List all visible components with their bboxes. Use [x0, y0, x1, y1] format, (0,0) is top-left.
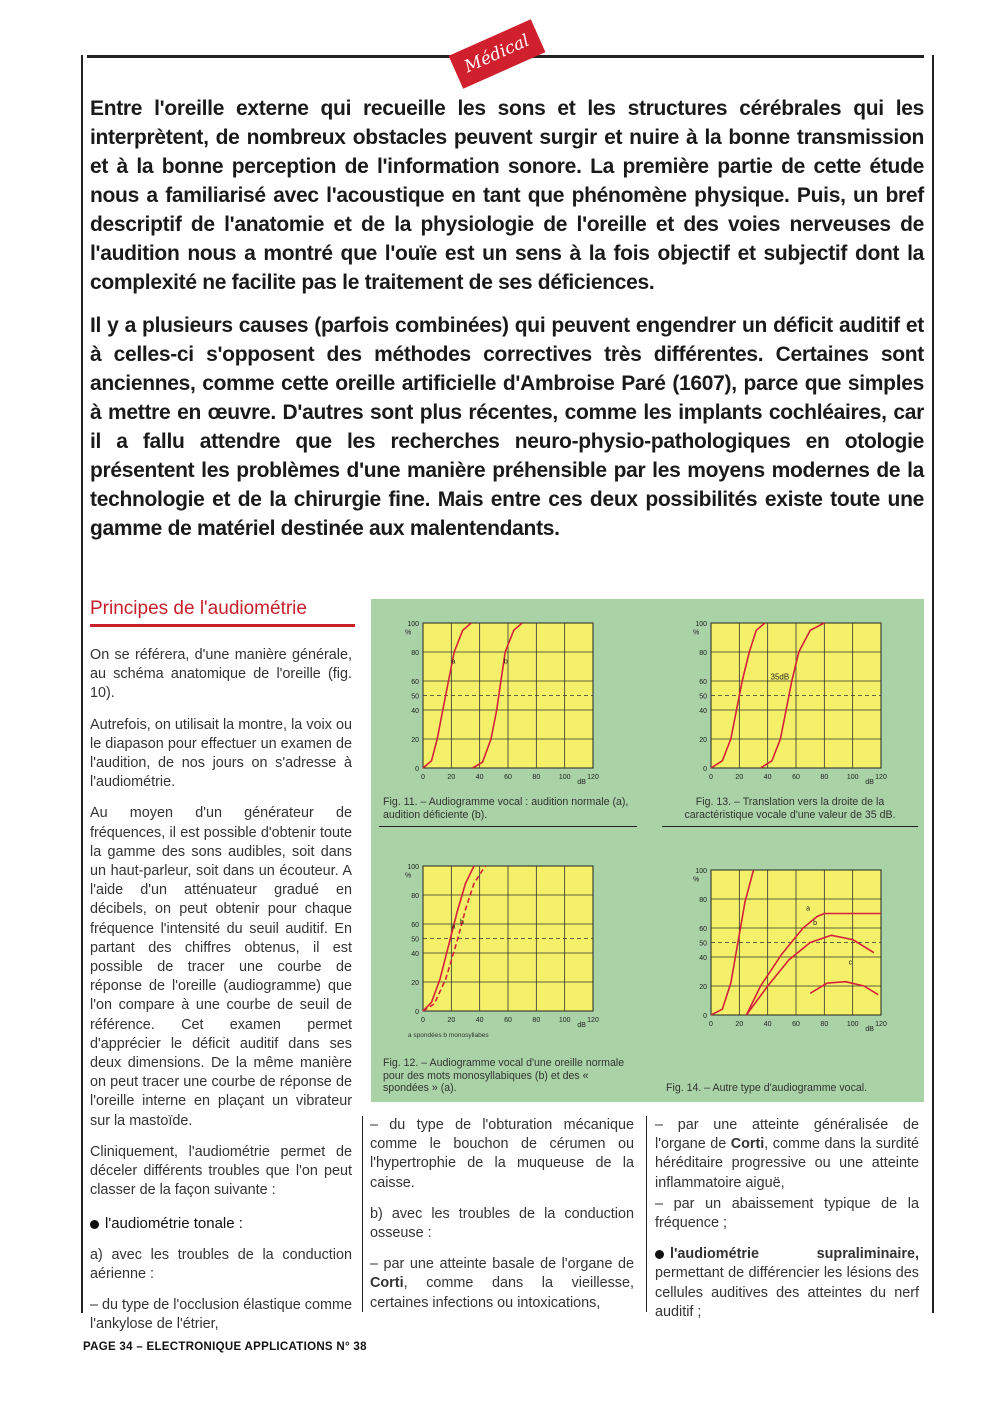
y-tick-label: 60	[411, 679, 419, 686]
y-tick-label: 0	[703, 766, 707, 773]
x-tick-label: 80	[532, 1017, 541, 1024]
x-tick-label: 0	[421, 1017, 425, 1024]
x-tick-label: 0	[709, 774, 713, 781]
text-run: – par une atteinte basale de l'organe de	[370, 1256, 634, 1273]
y-tick-label: 100	[407, 864, 419, 871]
column-divider	[362, 1116, 363, 1312]
intro-paragraph: Il y a plusieurs causes (parfois combinées) qui peuvent engendrer un déficit auditif et à celles-ci s'opposent des méthodes correctives très différentes. Certaines sont anciennes, comme cette oreille artificielle d'Ambroise Paré (1607), parce que simples à mettre en œuvre. D'autres sont plus récentes, comme les implants cochléaires, car il a fallu attendre que les recherches neuro-physio-pathologiques en otologie présentent les problèmes d'une manière préhensible par les moyens modernes de la technologie et de la chirurgie fine. Mais entre ces deux possibilités existe toute une gamme de matériel destinée aux malentendants.	[90, 314, 924, 540]
x-tick-label: 20	[447, 774, 456, 781]
x-tick-label: 60	[504, 774, 512, 781]
page-footer: PAGE 34 – ELECTRONIQUE APPLICATIONS N° 38	[83, 1341, 367, 1353]
x-tick-label: 80	[532, 774, 541, 781]
middle-column	[370, 1116, 634, 1325]
y-tick-label: 60	[699, 926, 707, 933]
fig12-legend: a spondées b monosyllabes	[408, 1032, 489, 1039]
series-label: c	[848, 959, 853, 967]
stamp-label: Médical	[461, 30, 533, 78]
x-tick-label: 120	[587, 1017, 599, 1024]
bullet-text: permettant de différencier les lésions des cellules auditives des atteintes du nerf auditif ;	[655, 1265, 919, 1320]
y-tick-label: 0	[703, 1013, 707, 1020]
y-tick-label: 0	[415, 1009, 419, 1016]
annotation-label: 35dB	[770, 672, 790, 682]
fig11-chart	[375, 608, 615, 793]
fig14-caption-box	[666, 1082, 914, 1095]
section-title-underline	[90, 624, 355, 627]
bullet-heading	[90, 1214, 352, 1233]
y-tick-label: 100	[695, 868, 707, 875]
y-tick-label: 0	[415, 766, 419, 773]
x-tick-label: 40	[763, 1021, 772, 1028]
y-axis-label: %	[693, 629, 700, 637]
x-tick-label: 100	[846, 774, 859, 781]
y-tick-label: 40	[411, 951, 419, 958]
y-tick-label: 20	[699, 984, 707, 991]
bold-term: Corti	[730, 1136, 765, 1153]
y-tick-label: 20	[699, 737, 707, 744]
y-tick-label: 40	[411, 708, 419, 715]
y-tick-label: 50	[699, 693, 707, 701]
y-tick-label: 80	[699, 897, 707, 904]
y-tick-label: 100	[407, 621, 419, 628]
series-label: a	[806, 905, 810, 913]
paragraph: Cliniquement, l'audiométrie permet de déceler différents troubles que l'on peut classer de la façon suivante :	[90, 1143, 352, 1199]
x-tick-label: 80	[820, 774, 829, 781]
paragraph: On se référera, d'une manière générale, au schéma anatomique de l'oreille (fig. 10).	[90, 647, 352, 702]
y-tick-label: 80	[699, 650, 707, 657]
fig13-caption-box	[666, 796, 914, 821]
y-axis-label: %	[405, 629, 412, 637]
bullet-dot-icon	[90, 1220, 99, 1229]
y-tick-label: 80	[411, 893, 419, 900]
x-tick-label: 120	[875, 774, 887, 781]
x-tick-label: 20	[447, 1017, 456, 1024]
x-tick-label: 40	[763, 774, 772, 781]
fig13-caption-rule	[662, 826, 918, 827]
text-run: , comme dans la vieillesse, certaines infections ou intoxications,	[370, 1275, 634, 1311]
series-label: a	[451, 658, 456, 666]
x-tick-label: 120	[875, 1021, 887, 1028]
x-tick-label: 60	[792, 1021, 800, 1028]
x-tick-label: 0	[709, 1021, 713, 1028]
x-tick-label: 40	[475, 1017, 484, 1024]
fig11-caption-rule	[379, 826, 637, 827]
paragraph: – du type de l'occlusion élastique comme l'ankylose de l'étrier,	[90, 1297, 352, 1333]
medical-stamp	[449, 19, 546, 88]
y-tick-label: 60	[699, 679, 707, 686]
paragraph: Autrefois, on utilisait la montre, la voix ou le diapason pour effectuer un examen de l'audition, de nos jours on s'adresse à l'audiométrie.	[90, 716, 352, 791]
section-title: Principes de l'audiométrie	[90, 598, 307, 619]
x-tick-label: 100	[558, 774, 571, 781]
paragraph: a) avec les troubles de la conduction aérienne :	[90, 1246, 352, 1282]
column-divider	[646, 1116, 647, 1312]
y-tick-label: 20	[411, 737, 419, 744]
paragraph	[655, 1116, 919, 1193]
y-tick-label: 40	[699, 955, 707, 962]
x-tick-label: 40	[475, 774, 484, 781]
x-tick-label: 60	[504, 1017, 512, 1024]
x-tick-label: 0	[421, 774, 425, 781]
paragraph	[370, 1255, 634, 1313]
fig13-caption: Fig. 13. – Translation vers la droite de la caractéristique vocale d'une valeur de 35 dB.	[684, 796, 896, 821]
left-border	[81, 55, 83, 1313]
fig12-chart	[375, 856, 615, 1046]
y-tick-label: 50	[699, 940, 707, 948]
paragraph: – du type de l'obturation mécanique comme le bouchon de cérumen ou l'hypertrophie de la muqueuse de la caisse.	[370, 1117, 634, 1191]
series-label: a	[451, 923, 456, 931]
y-tick-label: 50	[411, 693, 419, 701]
bold-term: Corti	[370, 1275, 404, 1292]
paragraph: – par un abaissement typique de la fréquence ;	[655, 1195, 919, 1232]
text-run: , comme dans la surdité héréditaire progressive ou une atteinte inflammatoire aiguë,	[655, 1136, 919, 1191]
x-axis-label: dB	[865, 1026, 874, 1033]
text-run: – par une atteinte généralisée de l'organe de	[655, 1117, 919, 1153]
paragraph: b) avec les troubles de la conduction osseuse :	[370, 1205, 634, 1242]
bullet-paragraph	[655, 1245, 919, 1322]
right-column	[655, 1116, 919, 1334]
y-axis-label: %	[405, 872, 412, 880]
y-tick-label: 40	[699, 708, 707, 715]
x-axis-label: dB	[577, 779, 586, 786]
y-tick-label: 80	[411, 650, 419, 657]
y-tick-label: 100	[695, 621, 707, 628]
right-border	[932, 55, 934, 1313]
x-tick-label: 60	[792, 774, 800, 781]
x-tick-label: 120	[587, 774, 599, 781]
x-tick-label: 20	[735, 774, 744, 781]
y-tick-label: 50	[411, 936, 419, 944]
y-tick-label: 60	[411, 922, 419, 929]
intro	[90, 94, 924, 557]
paragraph: Au moyen d'un générateur de fréquences, il est possible d'obtenir toute la gamme des sons audibles, soit dans un haut-parleur, soit dans un écouteur. A l'aide d'un atténuateur gradué en décibels, on peut obtenir pour chaque fréquence l'intensité du seuil auditif. En partant des chiffres obtenus, il est possible de tracer une courbe de réponse de l'oreille (audiogramme) que l'on compare à une courbe de seuil de référence. Cet examen permet d'apprécier le déficit auditif dans ses deux dimensions. De la même manière on peut tracer une courbe de réponse de l'oreille interne en plaçant un vibrateur sur la mastoïde.	[90, 805, 352, 1129]
fig13-chart	[653, 608, 903, 793]
fig14-chart	[653, 858, 903, 1043]
left-column	[90, 646, 352, 1347]
y-axis-label: %	[693, 876, 700, 884]
bullet-heading-text: l'audiométrie supraliminaire,	[670, 1246, 919, 1263]
x-axis-label: dB	[865, 779, 874, 786]
fig14-caption: Fig. 14. – Autre type d'audiogramme vocal.	[666, 1082, 868, 1094]
fig12-caption-box	[383, 1057, 635, 1095]
series-label: b	[460, 919, 464, 926]
x-tick-label: 100	[558, 1017, 571, 1024]
intro-paragraph: Entre l'oreille externe qui recueille les sons et les structures cérébrales qui les interprètent, de nombreux obstacles peuvent surgir et nuire à la bonne transmission et à la bonne perception de l'information sonore. La première partie de cette étude nous a familiarisé avec l'acoustique en tant que phénomène physique. Puis, un bref descriptif de l'anatomie et de la physiologie de l'oreille et des voies nerveuses de l'audition nous a montré que l'ouïe est un sens à la fois objectif et subjectif dont la complexité ne facilite pas le traitement de ses déficiences.	[90, 97, 924, 294]
fig11-caption: Fig. 11. – Audiogramme vocal : audition normale (a), audition déficiente (b).	[383, 796, 629, 821]
fig11-caption-box	[383, 796, 635, 821]
bullet-heading-text: l'audiométrie tonale :	[105, 1215, 243, 1233]
bullet-dot-icon	[655, 1250, 664, 1259]
x-axis-label: dB	[577, 1022, 586, 1029]
fig12-caption: Fig. 12. – Audiogramme vocal d'une oreille normale pour des mots monosyllabiques (b) et des « spondées » (a).	[383, 1057, 625, 1094]
x-tick-label: 20	[735, 1021, 744, 1028]
x-tick-label: 80	[820, 1021, 829, 1028]
x-tick-label: 100	[846, 1021, 859, 1028]
series-label: b	[503, 658, 508, 666]
series-label: b	[813, 920, 818, 928]
y-tick-label: 20	[411, 980, 419, 987]
